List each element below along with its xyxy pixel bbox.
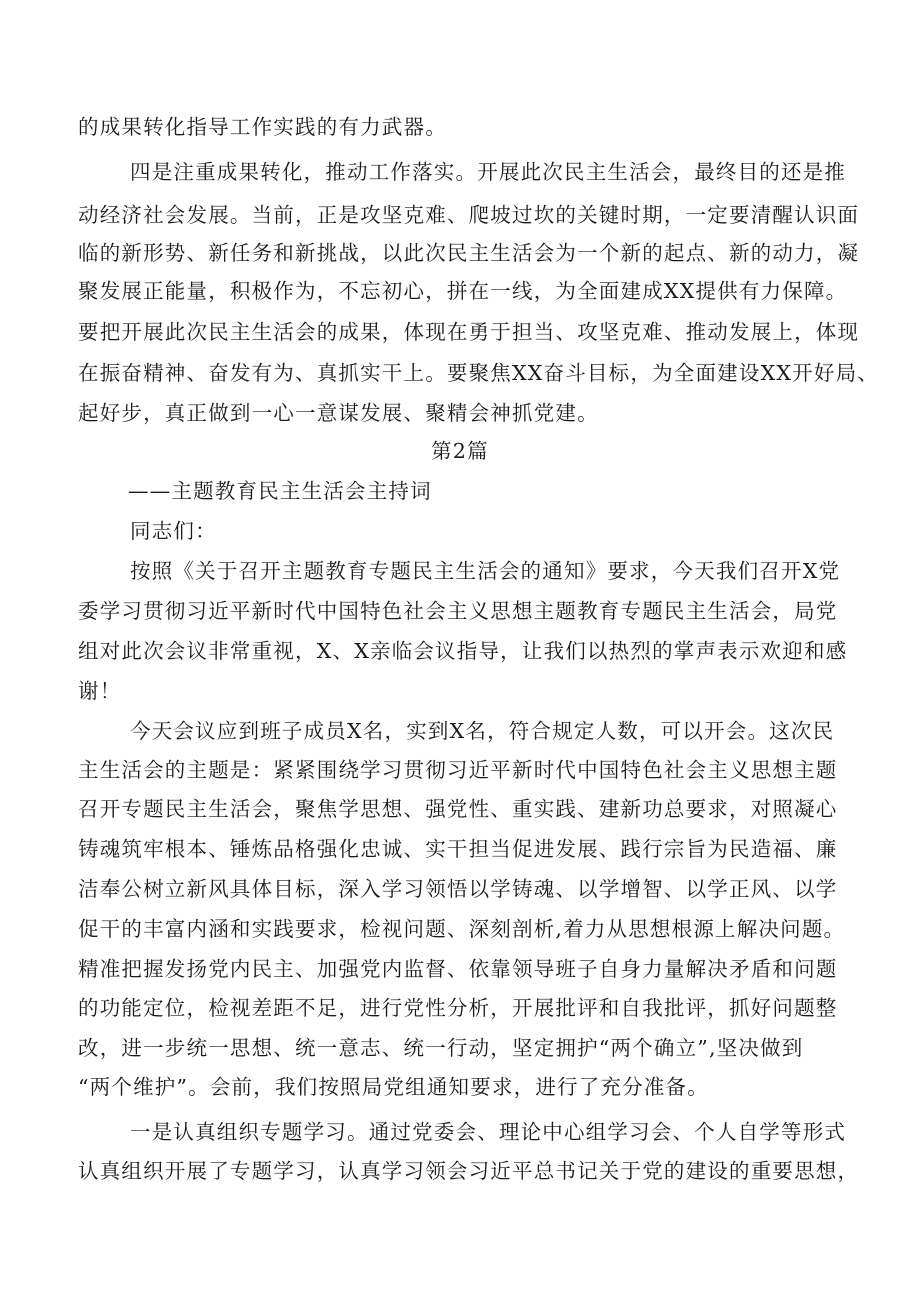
text-line: 谢！ xyxy=(78,679,122,703)
text-line: 的功能定位，检视差距不足，进行党性分析，开展批评和自我批评，抓好问题整 xyxy=(78,996,838,1020)
text-line: 聚发展正能量，积极作为，不忘初心，拼在一线，为全面建成XX提供有力保障。 xyxy=(78,279,848,303)
salutation: 同志们： xyxy=(130,519,217,543)
section-heading: 第2篇 xyxy=(431,439,489,463)
text-line: 按照《关于召开主题教育专题民主生活会的通知》要求，今天我们召开X党 xyxy=(130,559,841,583)
text-line: 改，进一步统一思想、统一意志、统一行动，坚定拥护“两个确立”,坚决做到 xyxy=(78,1036,804,1060)
text-line: “两个维护”。会前，我们按照局党组通知要求，进行了充分准备。 xyxy=(78,1075,709,1099)
text-line: 委学习贯彻习近平新时代中国特色社会主义思想主题教育专题民主生活会，局党 xyxy=(78,599,838,623)
text-line: 召开专题民主生活会，聚焦学思想、强党性、重实践、建新功总要求，对照凝心 xyxy=(78,797,838,821)
text-line: 铸魂筑牢根本、锤炼品格强化忠诚、实干担当促进发展、践行宗旨为民造福、廉 xyxy=(78,837,838,861)
text-line: 四是注重成果转化，推动工作落实。开展此次民主生活会，最终目的还是推 xyxy=(130,160,847,184)
text-line: 要把开展此次民主生活会的成果，体现在勇于担当、攻坚克难、推动发展上，体现 xyxy=(78,320,860,344)
text-line: 临的新形势、新任务和新挑战，以此次民主生活会为一个新的起点、新的动力，凝 xyxy=(78,241,860,265)
text-line: 组对此次会议非常重视，X、X亲临会议指导，让我们以热烈的掌声表示欢迎和感 xyxy=(78,639,848,663)
text-line: 促干的丰富内涵和实践要求，检视问题、深刻剖析,着力从思想根源上解决问题。 xyxy=(78,917,846,941)
text-line: 在振奋精神、奋发有为、真抓实干上。要聚焦XX奋斗目标，为全面建设XX开好局、 xyxy=(78,361,879,385)
subtitle: ——主题教育民主生活会主持词 xyxy=(128,479,432,503)
text-line: 起好步，真正做到一心一意谋发展、聚精会神抓党建。 xyxy=(78,401,599,425)
text-line: 洁奉公树立新风具体目标，深入学习领悟以学铸魂、以学增智、以学正风、以学 xyxy=(78,877,838,901)
text-line: 认真组织开展了专题学习，认真学习领会习近平总书记关于党的建设的重要思想， xyxy=(78,1159,860,1183)
text-line: 动经济社会发展。当前，正是攻坚克难、爬坡过坎的关键时期，一定要清醒认识面 xyxy=(78,203,860,227)
text-line: 一是认真组织专题学习。通过党委会、理论中心组学习会、个人自学等形式 xyxy=(130,1120,847,1144)
text-line: 精准把握发扬党内民主、加强党内监督、依靠领导班子自身力量解决矛盾和问题 xyxy=(78,957,838,981)
text-line: 主生活会的主题是：紧紧围绕学习贯彻习近平新时代中国特色社会主义思想主题 xyxy=(78,758,838,782)
text-line: 今天会议应到班子成员X名，实到X名，符合规定人数，可以开会。这次民 xyxy=(130,719,835,743)
text-line: 的成果转化指导工作实践的有力武器。 xyxy=(78,115,447,139)
